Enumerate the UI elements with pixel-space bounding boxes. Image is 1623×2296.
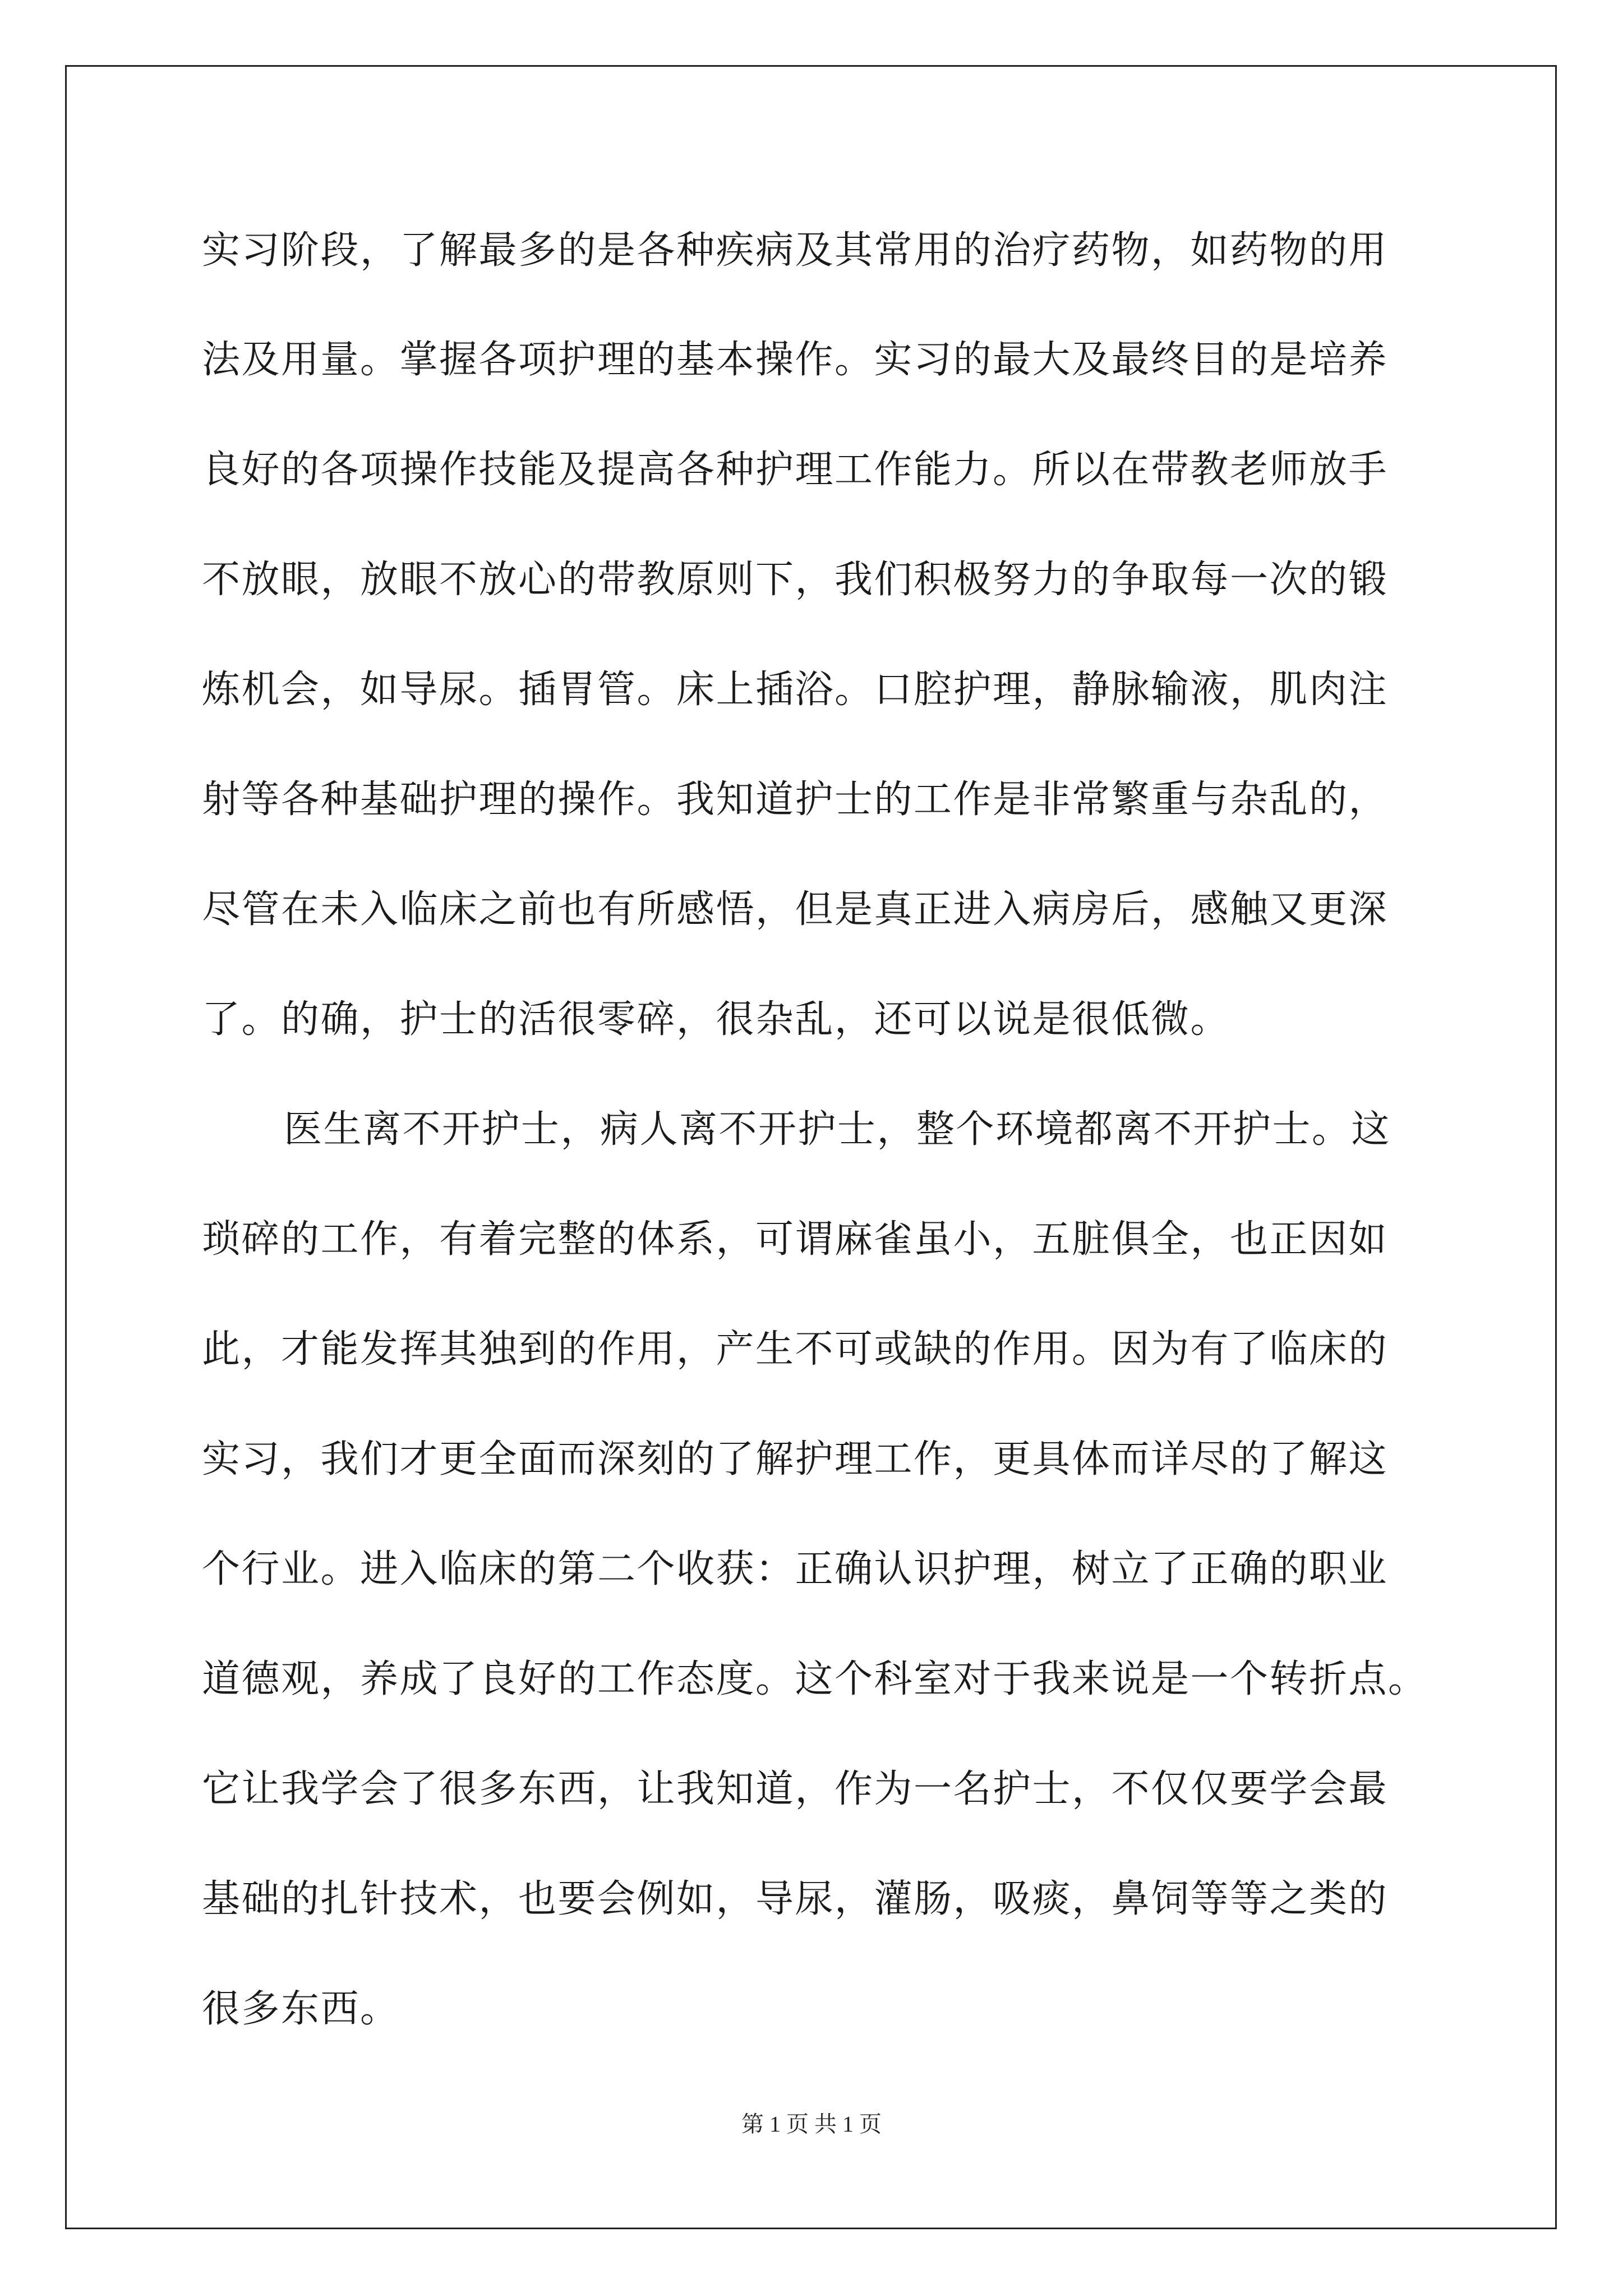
text-line: 法及用量。掌握各项护理的基本操作。实习的最大及最终目的是培养 bbox=[202, 338, 1389, 382]
text-line: 实习，我们才更全面而深刻的了解护理工作，更具体而详尽的了解这 bbox=[202, 1437, 1389, 1481]
text-line: 不放眼，放眼不放心的带教原则下，我们积极努力的争取每一次的锻 bbox=[202, 558, 1389, 602]
text-line: 尽管在未入临床之前也有所感悟，但是真正进入病房后，感触又更深 bbox=[202, 887, 1389, 932]
text-line: 炼机会，如导尿。插胃管。床上插浴。口腔护理，静脉输液，肌肉注 bbox=[202, 668, 1389, 712]
text-line: 它让我学会了很多东西，让我知道，作为一名护士，不仅仅要学会最 bbox=[202, 1767, 1389, 1811]
text-line: 道德观，养成了良好的工作态度。这个科室对于我来说是一个转折点。 bbox=[202, 1657, 1428, 1701]
text-line: 此，才能发挥其独到的作用，产生不可或缺的作用。因为有了临床的 bbox=[202, 1327, 1389, 1372]
text-line: 基础的扎针技术，也要会例如，导尿，灌肠，吸痰，鼻饲等等之类的 bbox=[202, 1877, 1389, 1921]
text-line: 实习阶段，了解最多的是各种疾病及其常用的治疗药物，如药物的用 bbox=[202, 228, 1389, 273]
text-line: 射等各种基础护理的操作。我知道护士的工作是非常繁重与杂乱的， bbox=[202, 777, 1389, 822]
text-line: 了。的确，护士的活很零碎，很杂乱，还可以说是很低微。 bbox=[202, 997, 1230, 1042]
page-number-footer: 第 1 页 共 1 页 bbox=[741, 2111, 882, 2137]
text-line: 琐碎的工作，有着完整的体系，可谓麻雀虽小，五脏俱全，也正因如 bbox=[202, 1217, 1389, 1262]
text-line: 个行业。进入临床的第二个收获：正确认识护理，树立了正确的职业 bbox=[202, 1547, 1389, 1591]
text-line: 很多东西。 bbox=[202, 1987, 400, 2031]
text-line: 良好的各项操作技能及提高各种护理工作能力。所以在带教老师放手 bbox=[202, 448, 1389, 492]
paragraph-start-line: 医生离不开护士，病人离不开护士，整个环境都离不开护士。这 bbox=[284, 1107, 1391, 1152]
